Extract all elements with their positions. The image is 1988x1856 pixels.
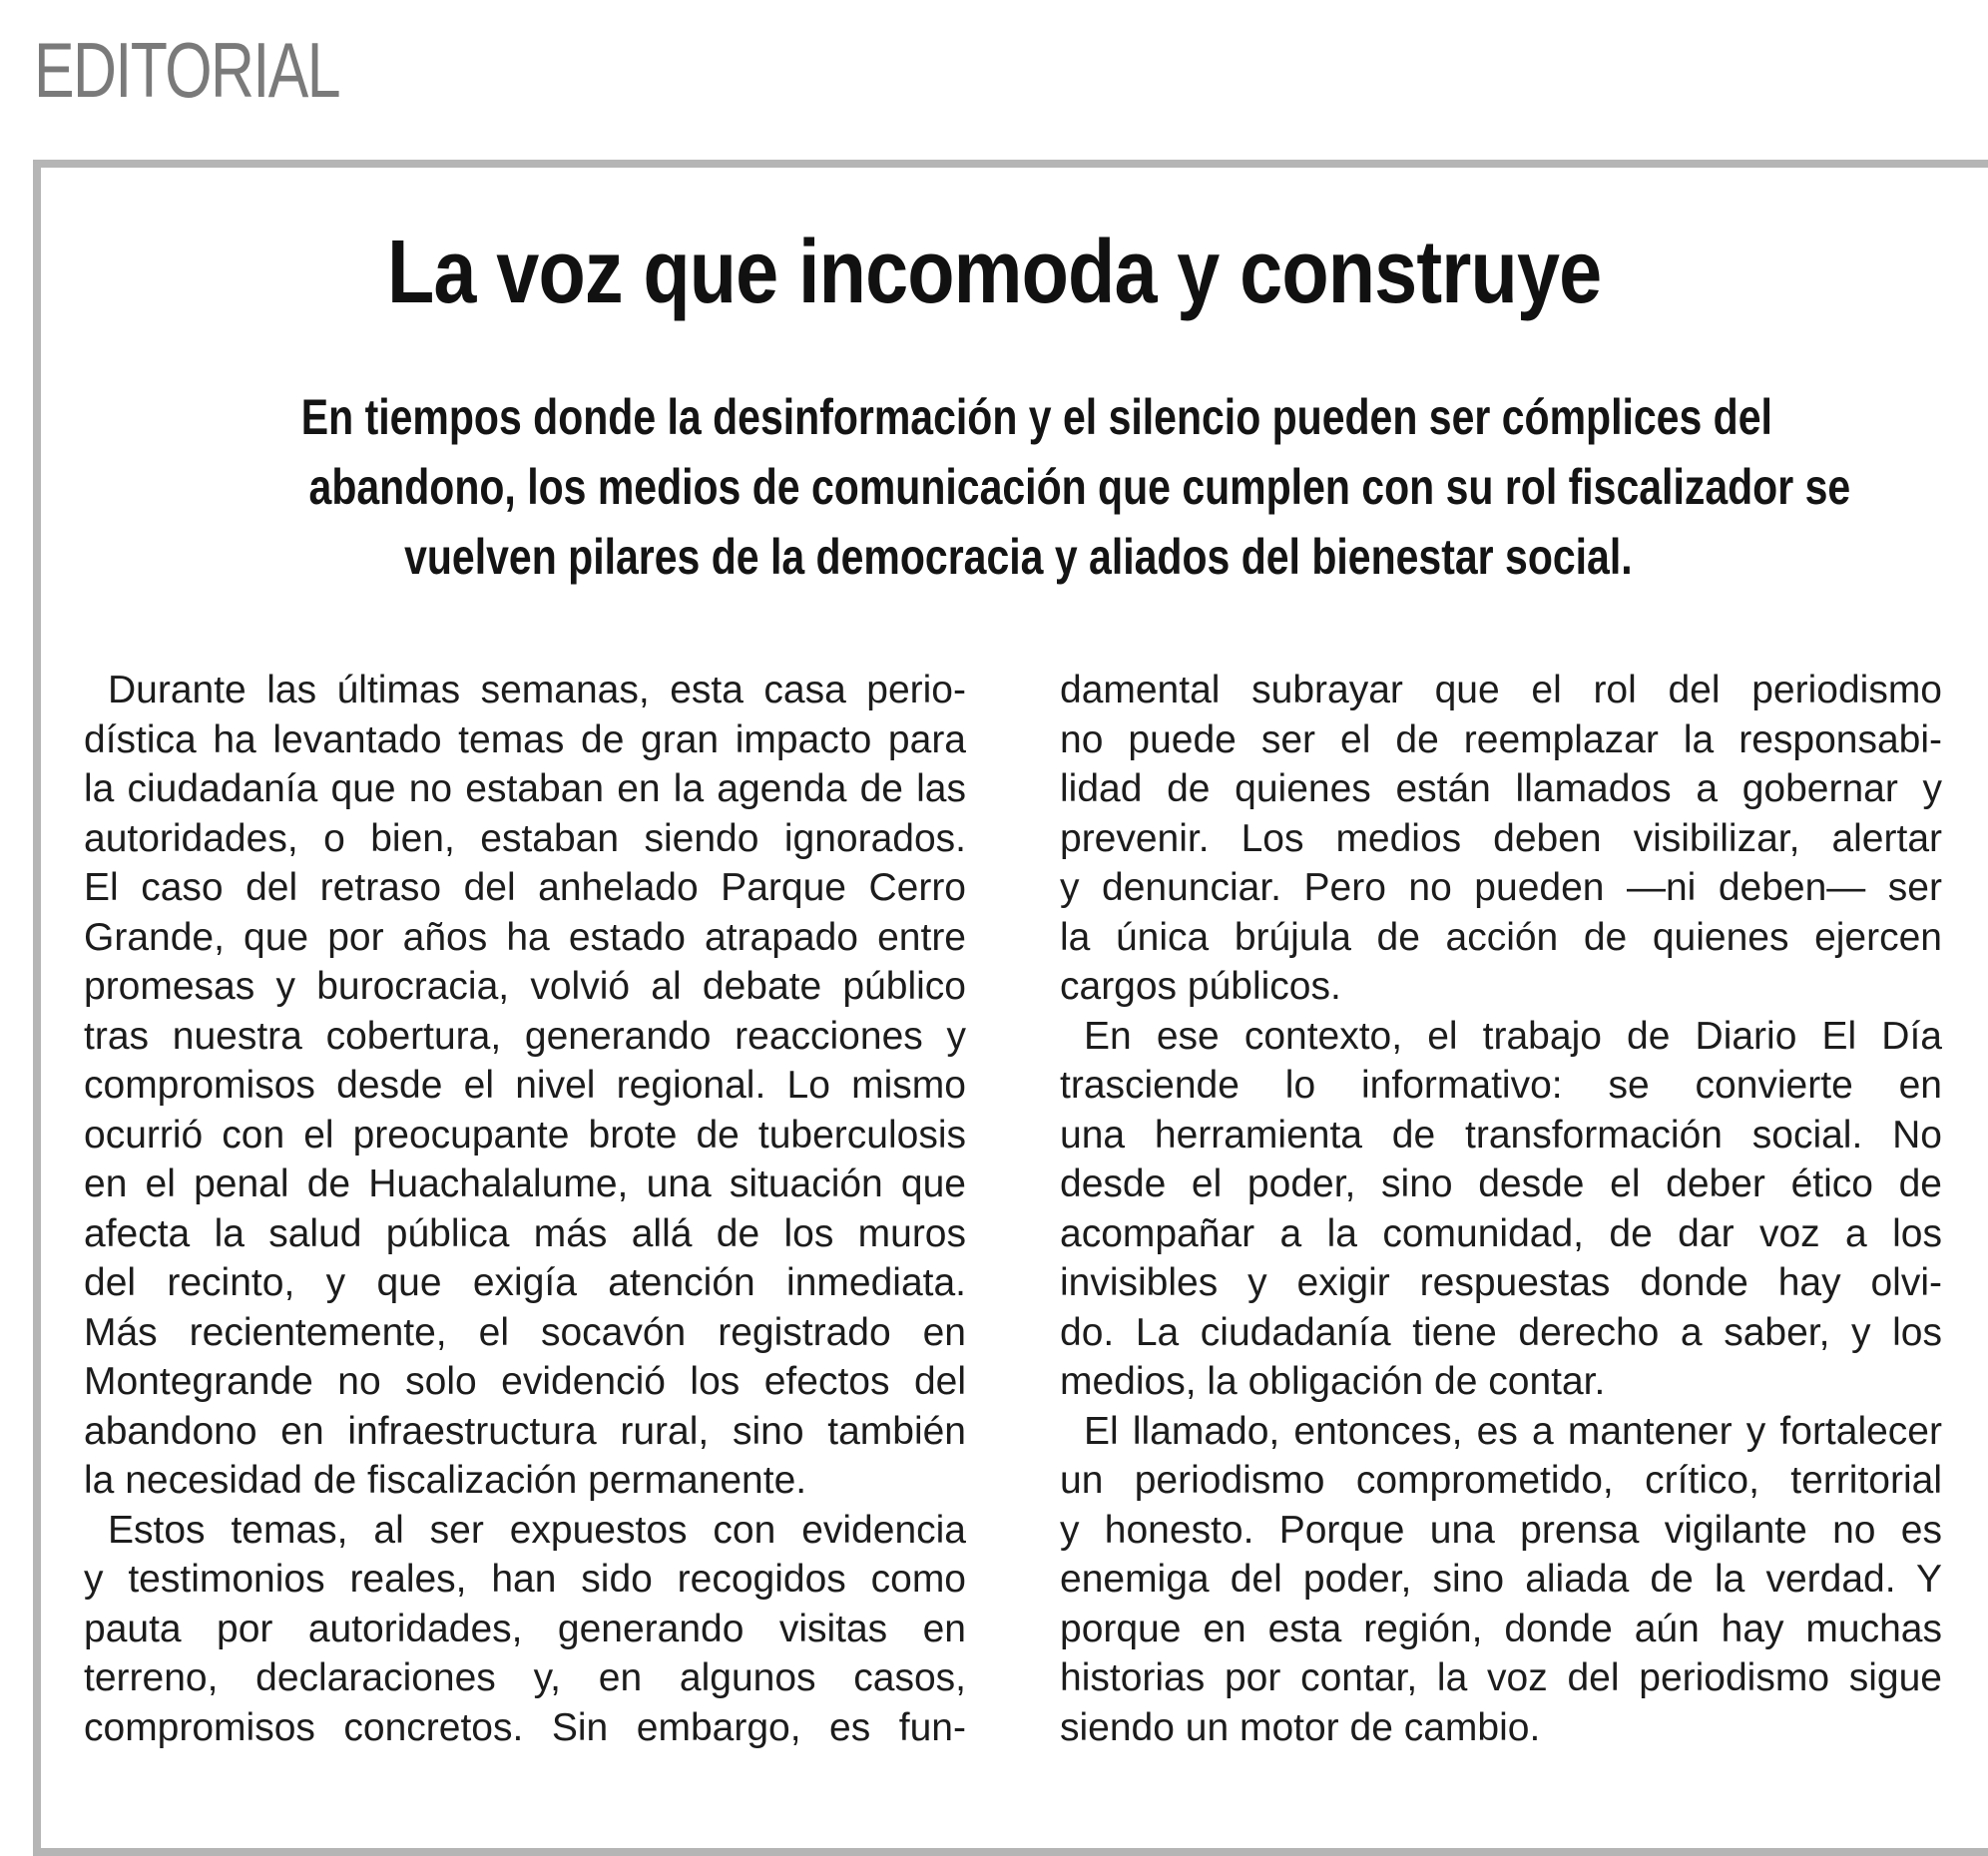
body-line: medios, la obligación de contar.: [1060, 1360, 1606, 1403]
headline: [0, 218, 1988, 327]
body-line: damental subrayar que el rol del periodismo: [1060, 669, 1942, 711]
body-line: cargos públicos.: [1060, 965, 1341, 1008]
body-line: en el penal de Huachalalume, una situación que: [84, 1162, 966, 1205]
body-line: dística ha levantado temas de gran impacto para: [84, 717, 966, 761]
body-line: un periodismo comprometido, crítico, territorial: [1060, 1459, 1942, 1502]
body-line: invisibles y exigir respuestas donde hay olvi-: [1060, 1261, 1942, 1304]
body-line: lidad de quienes están llamados a gobernar y: [1060, 767, 1942, 810]
body-line: Grande, que por años ha estado atrapado entre: [84, 915, 966, 959]
body-line: Más recientemente, el socavón registrado en: [84, 1310, 966, 1354]
body-line: ocurrió con el preocupante brote de tuberculosis: [84, 1113, 966, 1157]
body-line: y denunciar. Pero no pueden —ni deben— ser: [1060, 866, 1942, 909]
deck-line: [140, 382, 1896, 452]
deck-line-text: abandono, los medios de comunicación que cumplen con su rol fiscalizador se: [308, 459, 1851, 515]
body-line: Estos temas, al ser expuestos con evidencia: [108, 1508, 966, 1552]
body-line: promesas y burocracia, volvió al debate público: [84, 965, 966, 1008]
body-line: una herramienta de transformación social. No: [1060, 1113, 1942, 1157]
body-line: do. La ciudadanía tiene derecho a saber, y los: [1060, 1310, 1942, 1354]
body-line: En ese contexto, el trabajo de Diario El Día: [1084, 1014, 1942, 1058]
body-line: siendo un motor de cambio.: [1060, 1705, 1541, 1749]
body-line: Durante las últimas semanas, esta casa perio-: [108, 669, 966, 711]
deck-line-text: vuelven pilares de la democracia y aliados del bienestar social.: [403, 529, 1633, 585]
body-line: la ciudadanía que no estaban en la agenda de las: [84, 767, 966, 810]
body-line: Montegrande no solo evidenció los efectos del: [84, 1360, 966, 1403]
body-line: y honesto. Porque una prensa vigilante no es: [1060, 1508, 1942, 1552]
body-line: historias por contar, la voz del periodismo sigue: [1060, 1656, 1942, 1699]
body-line: tras nuestra cobertura, generando reacciones y: [84, 1014, 966, 1058]
body-line: abandono en infraestructura rural, sino también: [84, 1409, 966, 1453]
body-line: la única brújula de acción de quienes ejercen: [1060, 915, 1942, 959]
body-line: prevenir. Los medios deben visibilizar, alertar: [1060, 816, 1942, 860]
body-line: trasciende lo informativo: se convierte en: [1060, 1064, 1942, 1107]
body-line: pauta por autoridades, generando visitas en: [84, 1607, 966, 1650]
deck-line-text: En tiempos donde la desinformación y el silencio pueden ser cómplices del: [300, 389, 1772, 445]
body-line: y testimonios reales, han sido recogidos como: [84, 1558, 966, 1601]
body-line: no puede ser el de reemplazar la responsabi-: [1060, 717, 1942, 761]
body-line: El caso del retraso del anhelado Parque Cerro: [84, 866, 966, 909]
body-line: compromisos desde el nivel regional. Lo mismo: [84, 1064, 966, 1107]
deck-line: [140, 522, 1896, 592]
section-label: EDITORIAL: [34, 26, 340, 114]
body-line: la necesidad de fiscalización permanente.: [84, 1459, 807, 1502]
body-line: acompañar a la comunidad, de dar voz a los: [1060, 1211, 1942, 1255]
body-line: desde el poder, sino desde el deber ético de: [1060, 1162, 1942, 1205]
body-line: terreno, declaraciones y, en algunos casos,: [84, 1656, 966, 1699]
body-line: afecta la salud pública más allá de los muros: [84, 1211, 966, 1255]
body-line: porque en esta región, donde aún hay muchas: [1060, 1607, 1942, 1650]
body-line: compromisos concretos. Sin embargo, es fun-: [84, 1705, 966, 1749]
deck-line: [140, 452, 1896, 522]
body-line: enemiga del poder, sino aliada de la verdad. Y: [1060, 1558, 1942, 1601]
body-column-right: [1060, 666, 1942, 1752]
body-line: autoridades, o bien, estaban siendo ignorados.: [84, 816, 966, 860]
body-line: del recinto, y que exigía atención inmediata.: [84, 1261, 966, 1304]
body-line: El llamado, entonces, es a mantener y fortalecer: [1084, 1409, 1942, 1453]
body-column-left: [84, 666, 966, 1752]
headline-text: La voz que incomoda y construye: [386, 223, 1602, 322]
deck: [140, 382, 1896, 592]
